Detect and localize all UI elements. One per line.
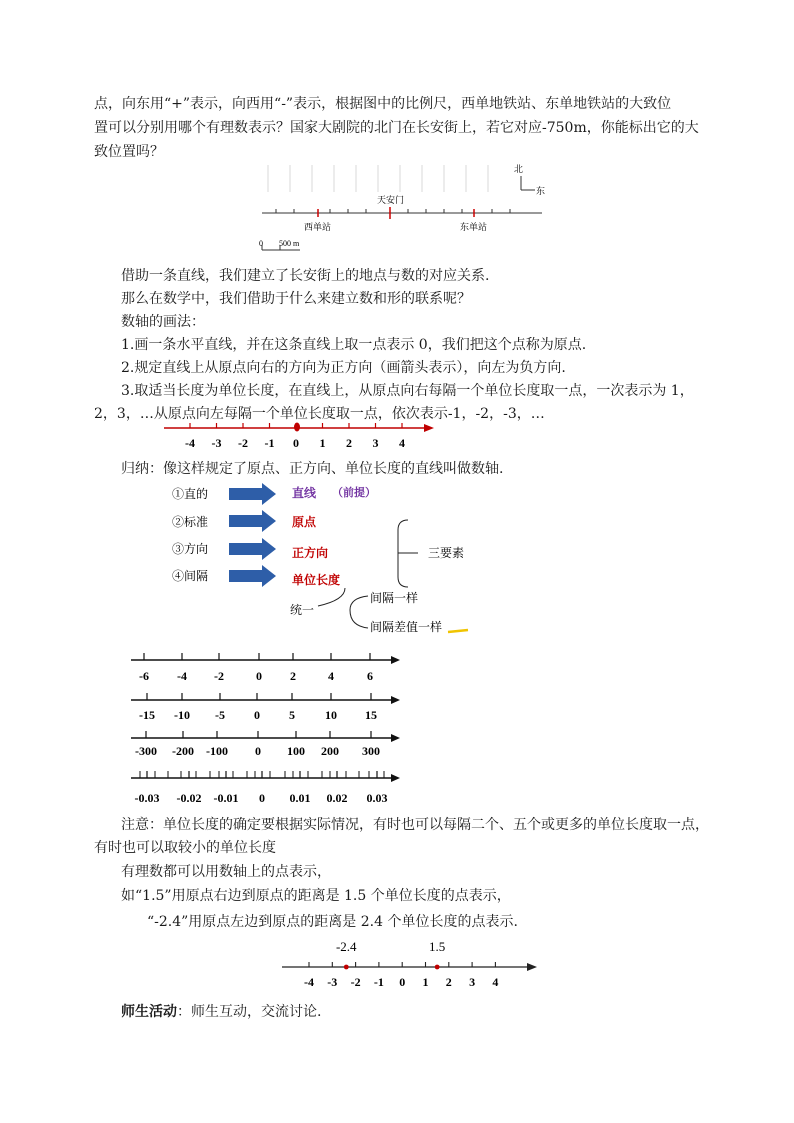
axis-tick-label: 0 — [293, 436, 299, 450]
axis-tick-label: -1 — [373, 975, 384, 989]
compass-north-label: 北 — [514, 164, 524, 174]
target-unit: 单位长度 — [292, 573, 341, 587]
axis-tick-label: 0 — [259, 791, 265, 805]
target-origin: 原点 — [292, 515, 317, 529]
closing-label: 师生活动 — [121, 1004, 177, 1020]
closing-line — [121, 1002, 321, 1022]
axis-tick-label: 0 — [256, 669, 262, 683]
point-1-5-label: 1.5 — [429, 939, 446, 954]
item-direction: ③方向 — [172, 542, 209, 556]
axis-tick-label: 0 — [254, 708, 260, 722]
step-2: 2.规定直线上从原点向右的方向为正方向（画箭头表示），向左为负方向. — [121, 360, 566, 376]
scale-label: 500 m — [279, 239, 300, 248]
axis-tick-label: -5 — [215, 708, 225, 722]
axis-tick-label: 0.02 — [326, 791, 348, 805]
axis-tick-label: -100 — [206, 744, 228, 758]
intro-line-1: 点，向东用“+”表示，向西用“-”表示，根据图中的比例尺，西单地铁站、东单地铁站的大致位 — [94, 96, 672, 112]
xidan-label: 西单站 — [304, 222, 332, 232]
note-line-3: 有理数都可以用数轴上的点表示， — [121, 864, 331, 880]
axis-tick-label: -4 — [304, 975, 314, 989]
same-diff-label: 间隔差值一样 — [370, 620, 443, 634]
axis-tick-label: -2 — [214, 669, 224, 683]
axis-tick-label: -3 — [211, 436, 222, 450]
axis-tick-label: 4 — [399, 436, 405, 450]
three-elements-label: 三要素 — [428, 546, 465, 560]
axis-tick-label: 0.01 — [289, 791, 311, 805]
axis-tick-label: 2 — [346, 436, 352, 450]
note-line-2: 有时也可以取较小的单位长度 — [94, 840, 276, 856]
axis-tick-label: -6 — [139, 669, 149, 683]
axis-tick-label: 10 — [325, 708, 337, 722]
axis-tick-label: 1 — [319, 436, 326, 450]
point-negative-2-4-label: -2.4 — [335, 939, 357, 954]
intro-line-2: 置可以分别用哪个有理数表示？国家大剧院的北门在长安街上，若它对应-750m，你能标出它的大 — [94, 120, 699, 136]
axis-tick-label: -300 — [135, 744, 157, 758]
axis-tick-label: -3 — [327, 975, 338, 989]
axis-tick-label: -15 — [139, 708, 155, 722]
intro-line-3: 致位置吗？ — [94, 144, 164, 160]
axis-tick-label: 4 — [328, 669, 334, 683]
compass-east-label: 东 — [536, 186, 546, 196]
scale-zero: 0 — [259, 239, 263, 248]
axis-tick-label: -200 — [172, 744, 194, 758]
same-interval-label: 间隔一样 — [370, 591, 419, 605]
item-interval: ④间隔 — [172, 569, 209, 583]
paragraph-2: 那么在数学中，我们借助于什么来建立数和形的联系呢？ — [121, 291, 471, 307]
dongdan-label: 东单站 — [460, 222, 488, 232]
summary-text: 归纳：像这样规定了原点、正方向、单位长度的直线叫做数轴. — [121, 461, 504, 477]
item-standard: ②标准 — [172, 515, 209, 529]
step-3-line-1: 3.取适当长度为单位长度，在直线上，从原点向右每隔一个单位长度取一点，一次表示为 1， — [121, 383, 694, 399]
paragraph-3: 数轴的画法： — [121, 314, 205, 330]
axis-tick-label: 1 — [422, 975, 429, 989]
axis-tick-label: -1 — [264, 436, 275, 450]
item-straight: ①直的 — [172, 487, 209, 501]
note-line-1: 注意：单位长度的确定要根据实际情况，有时也可以每隔二个、五个或更多的单位长度取一点， — [121, 817, 709, 833]
axis-tick-label: -0.03 — [134, 791, 160, 805]
paragraph-1: 借助一条直线，我们建立了长安街上的地点与数的对应关系. — [121, 268, 490, 284]
note-line-4: 如“1.5”用原点右边到原点的距离是 1.5 个单位长度的点表示， — [121, 888, 511, 904]
closing-text: ：师生互动，交流讨论. — [177, 1004, 322, 1020]
axis-arrowhead — [527, 963, 537, 971]
step-3-line-2: 2，3，…从原点向左每隔一个单位长度取一点，依次表示-1，-2，-3，… — [94, 406, 545, 422]
point-negative-2-4 — [344, 965, 349, 970]
axis-tick-label: 0 — [255, 744, 261, 758]
axis-tick-label: 300 — [362, 744, 380, 758]
axis-tick-label: 0 — [399, 975, 406, 989]
axis-tick-label: 15 — [365, 708, 377, 722]
tiananmen-label: 天安门 — [377, 195, 405, 205]
axis-tick-label: 200 — [321, 744, 339, 758]
axis-tick-label: 0.03 — [366, 791, 388, 805]
axis-tick-label: 2 — [445, 975, 452, 989]
target-direction: 正方向 — [292, 546, 329, 560]
axis-tick-label: 3 — [372, 436, 379, 450]
axis-tick-label: 2 — [290, 669, 296, 683]
axis-tick-label: -2 — [350, 975, 361, 989]
target-line: 直线 — [292, 486, 317, 500]
premise-label: （前提） — [332, 487, 376, 499]
axis-tick-label: -4 — [177, 669, 187, 683]
axis-tick-label: 5 — [289, 708, 295, 722]
axis-tick-label: 6 — [367, 669, 373, 683]
unify-label: 统一 — [290, 603, 315, 617]
axis-tick-label: -2 — [238, 436, 248, 450]
point-1-5 — [435, 965, 440, 970]
axis-tick-label: 3 — [469, 975, 476, 989]
axis-tick-label: -4 — [185, 436, 195, 450]
axis-tick-label: -0.02 — [176, 791, 202, 805]
step-1: 1.画一条水平直线，并在这条直线上取一点表示 0，我们把这个点称为原点. — [121, 337, 587, 353]
axis-tick-label: -0.01 — [213, 791, 239, 805]
note-line-5: “-2.4”用原点左边到原点的距离是 2.4 个单位长度的点表示. — [147, 914, 518, 930]
axis-tick-label: 4 — [492, 975, 499, 989]
axis-tick-label: -10 — [174, 708, 190, 722]
axis-tick-label: 100 — [287, 744, 305, 758]
